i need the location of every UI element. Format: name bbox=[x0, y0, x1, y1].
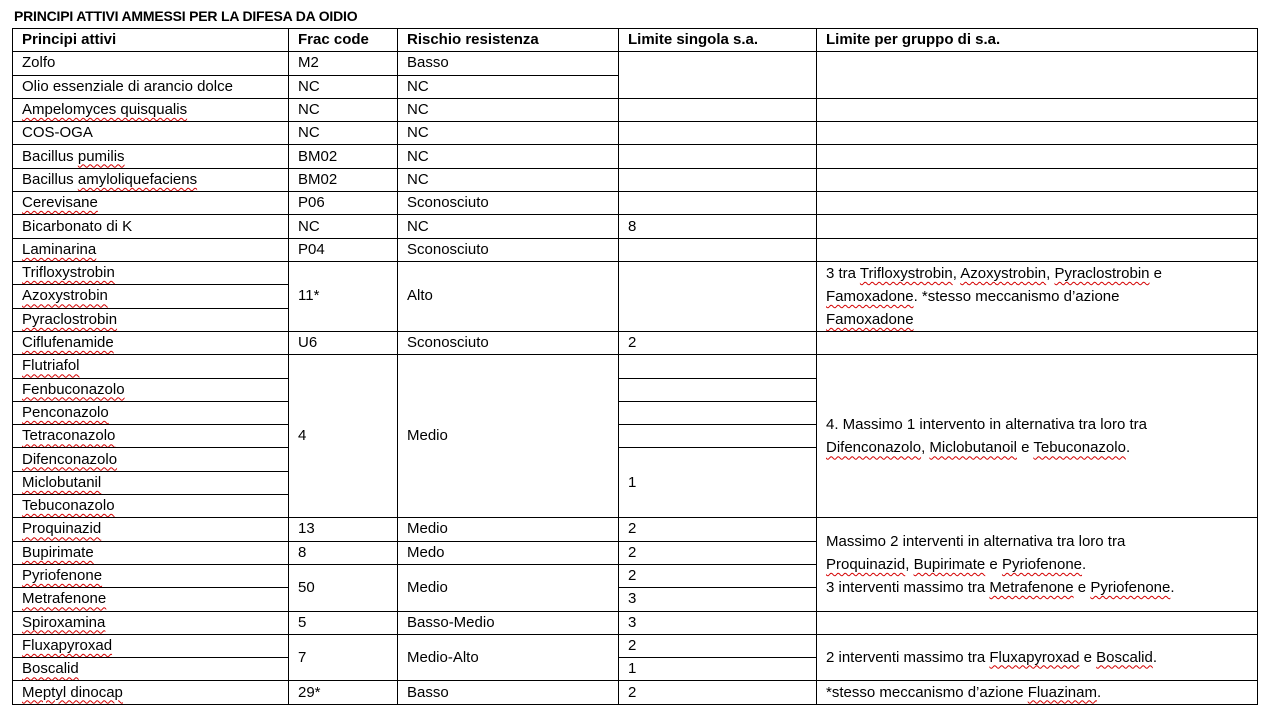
active-name: Tetraconazolo bbox=[13, 425, 289, 448]
single-limit: 2 bbox=[619, 541, 817, 564]
single-limit bbox=[619, 425, 817, 448]
group-limit bbox=[817, 168, 1258, 191]
risk-level: Basso bbox=[398, 52, 619, 75]
active-name: Pyriofenone bbox=[13, 564, 289, 587]
active-name: Difenconazolo bbox=[13, 448, 289, 471]
table-row bbox=[13, 681, 1258, 704]
table-row bbox=[13, 192, 1258, 215]
active-name: Spiroxamina bbox=[13, 611, 289, 634]
frac-code: 5 bbox=[289, 611, 398, 634]
frac-code: BM02 bbox=[289, 145, 398, 168]
single-limit: 1 bbox=[619, 448, 817, 518]
table-row bbox=[13, 611, 1258, 634]
risk-level: Sconosciuto bbox=[398, 192, 619, 215]
active-name: Metrafenone bbox=[13, 588, 289, 611]
active-name: Ciflufenamide bbox=[13, 331, 289, 354]
active-name: Laminarina bbox=[13, 238, 289, 261]
active-name: Zolfo bbox=[13, 52, 289, 75]
single-limit: 8 bbox=[619, 215, 817, 238]
single-limit bbox=[619, 168, 817, 191]
header-singola: Limite singola s.a. bbox=[619, 29, 817, 52]
group-limit bbox=[817, 238, 1258, 261]
risk-level: Sconosciuto bbox=[398, 331, 619, 354]
frac-code: P04 bbox=[289, 238, 398, 261]
risk-level: Alto bbox=[398, 261, 619, 331]
group-limit bbox=[817, 52, 1258, 99]
frac-code: NC bbox=[289, 75, 398, 98]
frac-code: NC bbox=[289, 215, 398, 238]
risk-level: Medio bbox=[398, 564, 619, 611]
group-limit: Massimo 2 interventi in alternativa tra loro tra Proquinazid, Bupirimate e Pyriofenone. 3 interventi massimo tra Metrafenone e Pyriofenone. bbox=[817, 518, 1258, 611]
page-title: PRINCIPI ATTIVI AMMESSI PER LA DIFESA DA OIDIO bbox=[14, 8, 358, 24]
table-row bbox=[13, 634, 1258, 657]
risk-level: Basso bbox=[398, 681, 619, 704]
table-row bbox=[13, 145, 1258, 168]
frac-code: 29* bbox=[289, 681, 398, 704]
table-row bbox=[13, 355, 1258, 378]
single-limit: 3 bbox=[619, 611, 817, 634]
header-gruppo: Limite per gruppo di s.a. bbox=[817, 29, 1258, 52]
group-limit bbox=[817, 192, 1258, 215]
table-row bbox=[13, 52, 1258, 75]
frac-code: 4 bbox=[289, 355, 398, 518]
group-limit bbox=[817, 145, 1258, 168]
frac-code: NC bbox=[289, 122, 398, 145]
risk-level: NC bbox=[398, 122, 619, 145]
active-name: Fenbuconazolo bbox=[13, 378, 289, 401]
table-row bbox=[13, 261, 1258, 284]
single-limit bbox=[619, 192, 817, 215]
group-limit: 2 interventi massimo tra Fluxapyroxad e Boscalid. bbox=[817, 634, 1258, 681]
risk-level: Medio-Alto bbox=[398, 634, 619, 681]
table-row bbox=[13, 168, 1258, 191]
group-limit: 4. Massimo 1 intervento in alternativa tra loro tra Difenconazolo, Miclobutanoil e Tebuconazolo. bbox=[817, 355, 1258, 518]
active-name: COS-OGA bbox=[13, 122, 289, 145]
risk-level: NC bbox=[398, 98, 619, 121]
active-name: Bacillus pumilis bbox=[13, 145, 289, 168]
active-name: Azoxystrobin bbox=[13, 285, 289, 308]
single-limit: 2 bbox=[619, 634, 817, 657]
active-name: Olio essenziale di arancio dolce bbox=[13, 75, 289, 98]
active-name: Penconazolo bbox=[13, 401, 289, 424]
group-limit: *stesso meccanismo d’azione Fluazinam. bbox=[817, 681, 1258, 704]
frac-code: NC bbox=[289, 98, 398, 121]
single-limit: 1 bbox=[619, 658, 817, 681]
single-limit bbox=[619, 378, 817, 401]
frac-code: 11* bbox=[289, 261, 398, 331]
active-name: Cerevisane bbox=[13, 192, 289, 215]
frac-code: 8 bbox=[289, 541, 398, 564]
group-limit bbox=[817, 215, 1258, 238]
active-name: Tebuconazolo bbox=[13, 495, 289, 518]
group-limit bbox=[817, 98, 1258, 121]
single-limit bbox=[619, 261, 817, 331]
frac-code: BM02 bbox=[289, 168, 398, 191]
header-frac: Frac code bbox=[289, 29, 398, 52]
active-ingredients-table bbox=[12, 28, 1258, 705]
frac-code: 50 bbox=[289, 564, 398, 611]
active-name: Miclobutanil bbox=[13, 471, 289, 494]
table-row bbox=[13, 331, 1258, 354]
single-limit: 2 bbox=[619, 331, 817, 354]
single-limit: 2 bbox=[619, 681, 817, 704]
active-name: Boscalid bbox=[13, 658, 289, 681]
active-name: Ampelomyces quisqualis bbox=[13, 98, 289, 121]
frac-code: P06 bbox=[289, 192, 398, 215]
group-limit bbox=[817, 611, 1258, 634]
table-row bbox=[13, 122, 1258, 145]
group-limit bbox=[817, 331, 1258, 354]
single-limit bbox=[619, 52, 817, 99]
active-name: Proquinazid bbox=[13, 518, 289, 541]
single-limit: 2 bbox=[619, 564, 817, 587]
single-limit: 2 bbox=[619, 518, 817, 541]
single-limit bbox=[619, 145, 817, 168]
table-row bbox=[13, 518, 1258, 541]
single-limit bbox=[619, 355, 817, 378]
header-row bbox=[13, 29, 1258, 52]
frac-code: M2 bbox=[289, 52, 398, 75]
risk-level: Basso-Medio bbox=[398, 611, 619, 634]
risk-level: NC bbox=[398, 145, 619, 168]
single-limit bbox=[619, 401, 817, 424]
single-limit bbox=[619, 98, 817, 121]
risk-level: NC bbox=[398, 75, 619, 98]
risk-level: Medo bbox=[398, 541, 619, 564]
single-limit bbox=[619, 238, 817, 261]
risk-level: Medio bbox=[398, 355, 619, 518]
active-name: Flutriafol bbox=[13, 355, 289, 378]
risk-level: NC bbox=[398, 168, 619, 191]
table-row bbox=[13, 98, 1258, 121]
header-rischio: Rischio resistenza bbox=[398, 29, 619, 52]
table-row bbox=[13, 238, 1258, 261]
frac-code: U6 bbox=[289, 331, 398, 354]
frac-code: 7 bbox=[289, 634, 398, 681]
group-limit bbox=[817, 122, 1258, 145]
active-name: Trifloxystrobin bbox=[13, 261, 289, 284]
single-limit bbox=[619, 122, 817, 145]
table-row bbox=[13, 215, 1258, 238]
active-name: Fluxapyroxad bbox=[13, 634, 289, 657]
group-limit: 3 tra Trifloxystrobin, Azoxystrobin, Pyraclostrobin e Famoxadone. *stesso meccanismo d’azione Famoxadone bbox=[817, 261, 1258, 331]
active-name: Bicarbonato di K bbox=[13, 215, 289, 238]
active-name: Bupirimate bbox=[13, 541, 289, 564]
risk-level: Sconosciuto bbox=[398, 238, 619, 261]
frac-code: 13 bbox=[289, 518, 398, 541]
active-name: Bacillus amyloliquefaciens bbox=[13, 168, 289, 191]
risk-level: Medio bbox=[398, 518, 619, 541]
single-limit: 3 bbox=[619, 588, 817, 611]
risk-level: NC bbox=[398, 215, 619, 238]
active-name: Pyraclostrobin bbox=[13, 308, 289, 331]
active-name: Meptyl dinocap bbox=[13, 681, 289, 704]
header-principi: Principi attivi bbox=[13, 29, 289, 52]
